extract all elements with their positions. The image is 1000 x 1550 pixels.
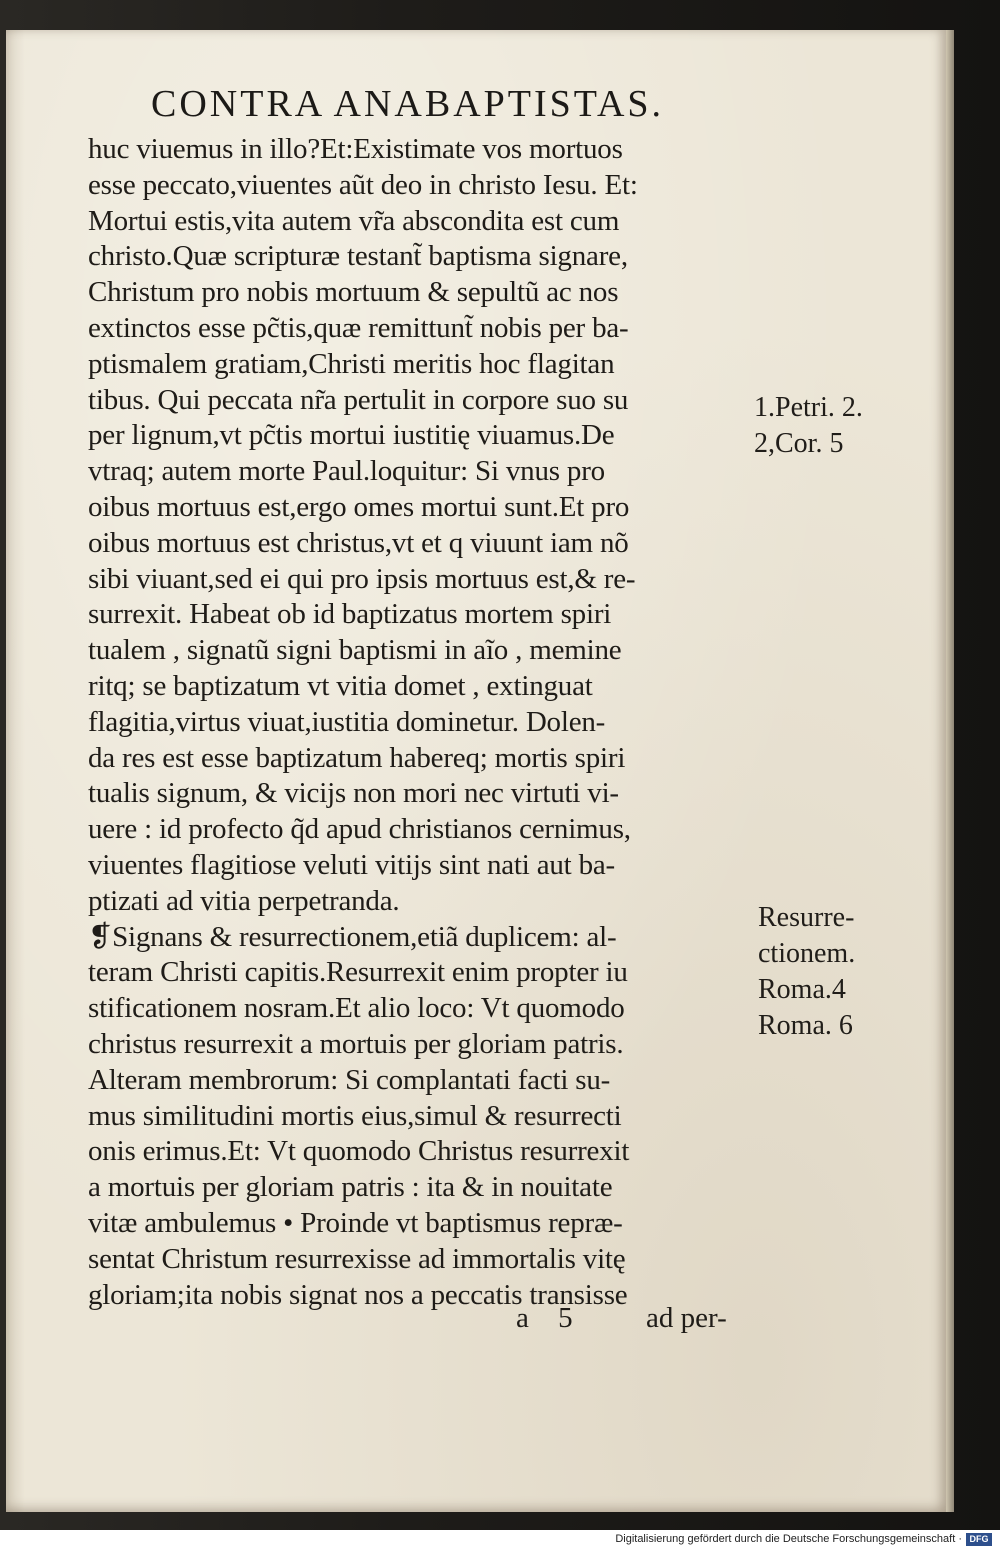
text-line: vtraq; autem morte Paul.loquitur: Si vnus pro	[88, 455, 605, 488]
text-line: tualis signum, & vicijs non mori nec virtuti vi-	[88, 777, 619, 810]
text-line: Alteram membrorum: Si complantati facti su-	[88, 1063, 611, 1096]
text-line: vitæ ambulemus • Proinde vt baptismus repræ-	[88, 1206, 623, 1239]
text-line: esse peccato,viuentes aũt deo in christo Iesu. Et:	[88, 168, 638, 201]
text-line: flagitia,virtus viuat,iustitia dominetur. Dolen-	[88, 705, 606, 738]
book-page	[6, 30, 946, 1512]
text-line: huc viuemus in illo?Et:Existimate vos mortuos	[88, 133, 623, 165]
text-line: sibi viuant,sed ei qui pro ipsis mortuus est,& re-	[88, 562, 636, 595]
text-line: onis erimus.Et: Vt quomodo Christus resurrexit	[88, 1135, 630, 1168]
text-line: ptizati ad vitia perpetranda.	[88, 884, 400, 917]
text-line: stificationem nosram.Et alio loco: Vt quomodo	[88, 992, 625, 1025]
text-line: tibus. Qui peccata nr̃a pertulit in corpore suo su	[88, 383, 629, 416]
text-line: surrexit. Habeat ob id baptizatus mortem spiri	[88, 598, 612, 631]
text-line: uere : id profecto q̃d apud christianos cernimus,	[88, 813, 631, 846]
marginal-note-line: ctionem.	[758, 938, 856, 969]
text-line: per lignum,vt pc̃tis mortui iustitię viuamus.De	[88, 419, 615, 452]
marginal-note-resurrection	[758, 900, 855, 1044]
running-head: CONTRA ANABAPTISTAS.	[151, 83, 665, 125]
page-edge	[946, 30, 954, 1512]
catchword: ad per-	[646, 1302, 727, 1334]
text-line: christus resurrexit a mortuis per gloriam patris.	[88, 1027, 624, 1060]
text-line: oibus mortuus est christus,vt et q viuunt iam nõ	[88, 526, 629, 559]
text-line: tualem , signatũ signi baptismi in aĩo , memine	[88, 634, 622, 667]
marginal-note-line: Resurre-	[758, 902, 855, 933]
main-text-block	[88, 132, 748, 1313]
text-line: oibus mortuus est,ergo omes mortui sunt.Et pro	[88, 490, 630, 523]
text-line: extinctos esse pc̃tis,quæ remittunt̃ nobis per ba-	[88, 311, 629, 344]
footer-bar	[0, 1530, 1000, 1550]
text-line: ptismalem gratiam,Christi meritis hoc flagitan	[88, 347, 615, 380]
marginal-note-line: Roma.4	[758, 974, 846, 1005]
marginal-note-line: 2,Cor. 5	[754, 428, 844, 459]
marginal-note-line: Roma. 6	[758, 1010, 853, 1041]
text-line: viuentes flagitiose veluti vitijs sint nati aut ba-	[88, 848, 616, 881]
text-line: da res est esse baptizatum habereq; mortis spiri	[88, 741, 626, 774]
text-line: mus similitudini mortis eius,simul & resurrecti	[88, 1099, 622, 1132]
text-line: ❡Signans & resurrectionem,etiã duplicem: al-	[88, 920, 617, 953]
text-line: gloriam;ita nobis signat nos a peccatis transisse	[88, 1278, 628, 1311]
text-line: teram Christi capitis.Resurrexit enim propter iu	[88, 956, 628, 989]
text-line: Mortui estis,vita autem vr̃a abscondita est cum	[88, 204, 620, 237]
signature-mark: a 5	[516, 1302, 573, 1334]
funding-credit: Digitalisierung gefördert durch die Deutsche Forschungsgemeinschaft ·	[615, 1533, 962, 1545]
marginal-note-line: 1.Petri. 2.	[754, 392, 863, 423]
text-line: ritq; se baptizatum vt vitia domet , extinguat	[88, 669, 593, 702]
text-line: christo.Quæ scripturæ testant̃ baptisma signare,	[88, 240, 628, 273]
dfg-logo: DFG	[966, 1533, 992, 1546]
marginal-note-references	[754, 390, 863, 462]
text-line: Christum pro nobis mortuum & sepultũ ac nos	[88, 276, 619, 309]
catchline	[6, 1302, 946, 1342]
text-line: a mortuis per gloriam patris : ita & in nouitate	[88, 1171, 613, 1204]
text-line: sentat Christum resurrexisse ad immortalis vitę	[88, 1242, 626, 1275]
